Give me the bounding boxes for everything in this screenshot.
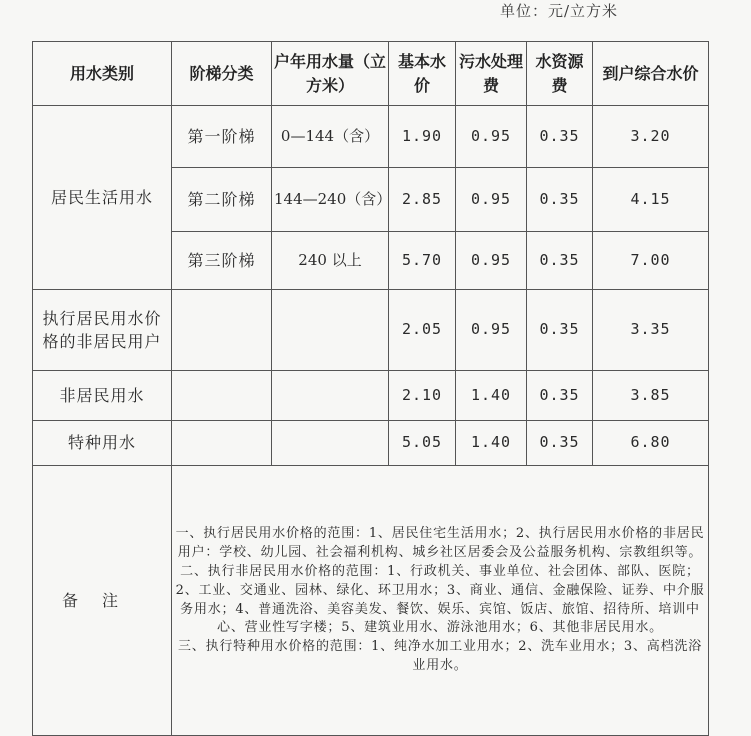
header-tier: 阶梯分类 (172, 42, 272, 106)
tier-volume: 144—240（含） (272, 168, 389, 232)
table-row (33, 290, 709, 371)
category-name: 非居民用水 (33, 371, 172, 421)
header-volume: 户年用水量（立方米） (272, 42, 389, 106)
tier-name: 第二阶梯 (172, 168, 272, 232)
basic-price: 2.85 (389, 168, 456, 232)
remarks-label: 备注 (33, 466, 172, 736)
table-row (33, 371, 709, 421)
header-row (33, 42, 709, 106)
table-row (33, 421, 709, 466)
resource-fee: 0.35 (527, 290, 593, 371)
header-total-price: 到户综合水价 (593, 42, 709, 106)
remarks-row (33, 466, 709, 736)
header-resource-fee: 水资源费 (527, 42, 593, 106)
resource-fee: 0.35 (527, 106, 593, 168)
sewage-fee: 0.95 (456, 232, 527, 290)
empty-cell (172, 371, 272, 421)
resource-fee: 0.35 (527, 168, 593, 232)
total-price: 4.15 (593, 168, 709, 232)
empty-cell (172, 421, 272, 466)
empty-cell (272, 421, 389, 466)
empty-cell (172, 290, 272, 371)
empty-cell (272, 371, 389, 421)
remarks-content (172, 466, 709, 736)
resource-fee: 0.35 (527, 371, 593, 421)
resource-fee: 0.35 (527, 421, 593, 466)
sewage-fee: 0.95 (456, 168, 527, 232)
basic-price: 2.10 (389, 371, 456, 421)
tier-volume: 240 以上 (272, 232, 389, 290)
remark-paragraph: 二、执行非居民用水价格的范围：1、行政机关、事业单位、社会团体、部队、医院；2、工业、交通业、园林、绿化、环卫用水；3、商业、通信、金融保险、证券、中介服务用水；4、普通洗浴、美容美发、餐饮、娱乐、宾馆、饭店、旅馆、招待所、培训中心、营业性写字楼；5、建筑业用水、游泳池用水；6、其他非居民用水。 (175, 563, 705, 636)
total-price: 3.35 (593, 290, 709, 371)
sewage-fee: 0.95 (456, 290, 527, 371)
unit-label: 单位：元/立方米 (500, 2, 619, 20)
tier-name: 第三阶梯 (172, 232, 272, 290)
sewage-fee: 1.40 (456, 421, 527, 466)
total-price: 7.00 (593, 232, 709, 290)
total-price: 3.20 (593, 106, 709, 168)
water-price-table (32, 41, 709, 736)
category-name: 执行居民用水价格的非居民用户 (33, 290, 172, 371)
resource-fee: 0.35 (527, 232, 593, 290)
header-category: 用水类别 (33, 42, 172, 106)
category-residential: 居民生活用水 (33, 106, 172, 290)
basic-price: 2.05 (389, 290, 456, 371)
basic-price: 1.90 (389, 106, 456, 168)
category-name: 特种用水 (33, 421, 172, 466)
tier-volume: 0—144（含） (272, 106, 389, 168)
sewage-fee: 1.40 (456, 371, 527, 421)
sewage-fee: 0.95 (456, 106, 527, 168)
remark-paragraph: 三、执行特种用水价格的范围：1、纯净水加工业用水；2、洗车业用水；3、高档洗浴业用水。 (177, 639, 702, 674)
remark-paragraph: 一、执行居民用水价格的范围：1、居民住宅生活用水；2、执行居民用水价格的非居民用户：学校、幼儿园、社会福利机构、城乡社区居委会及公益服务机构、宗教组织等。 (175, 526, 705, 560)
header-basic-price: 基本水价 (389, 42, 456, 106)
total-price: 3.85 (593, 371, 709, 421)
tier-name: 第一阶梯 (172, 106, 272, 168)
total-price: 6.80 (593, 421, 709, 466)
empty-cell (272, 290, 389, 371)
basic-price: 5.70 (389, 232, 456, 290)
basic-price: 5.05 (389, 421, 456, 466)
header-sewage-fee: 污水处理费 (456, 42, 527, 106)
table-row (33, 106, 709, 168)
